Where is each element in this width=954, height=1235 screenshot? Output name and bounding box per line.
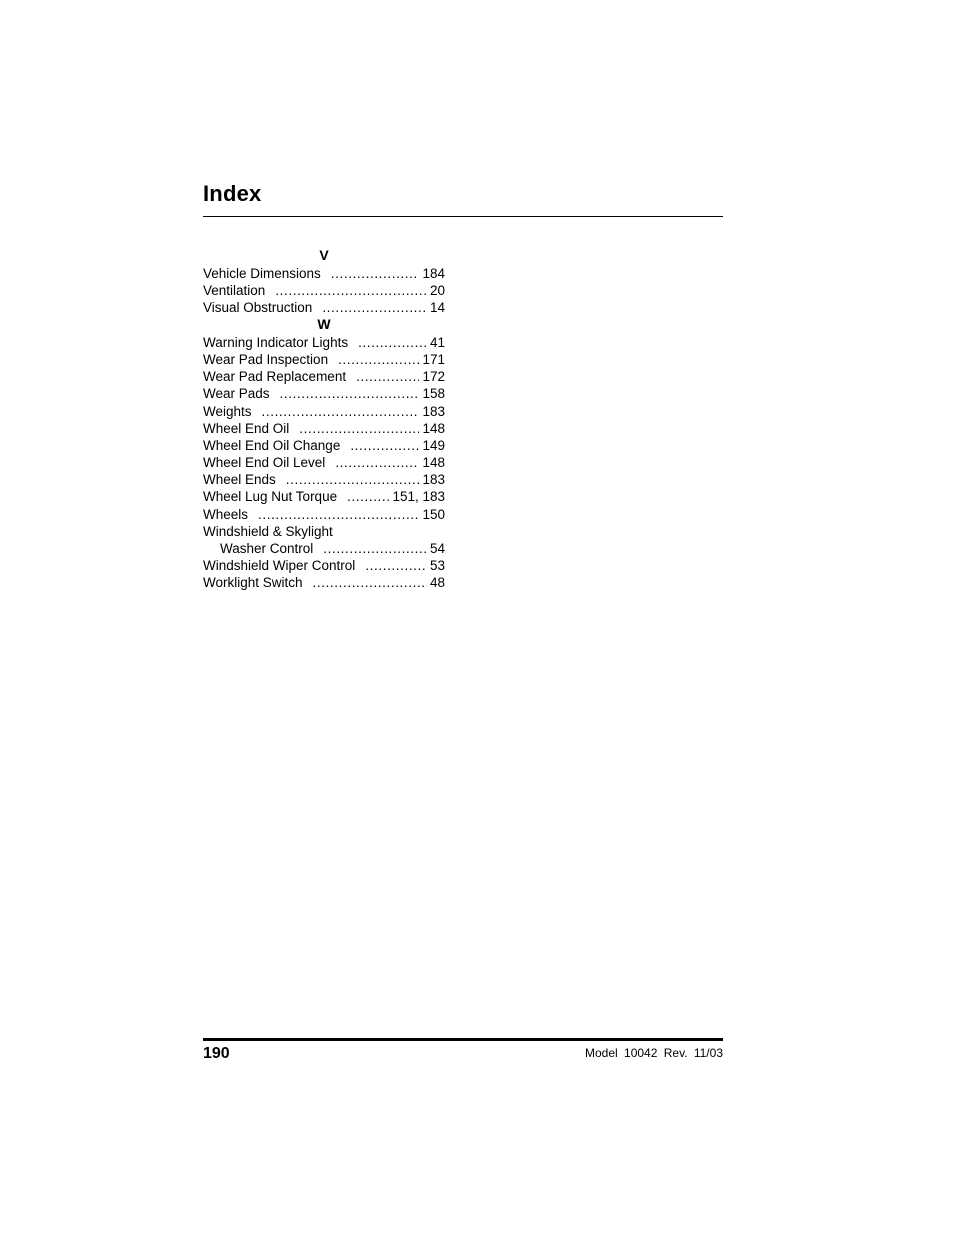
entry-term: Wheel Lug Nut Torque	[203, 489, 338, 505]
entry-page: 48	[429, 575, 445, 591]
entry-page: 14	[429, 299, 445, 315]
model-revision-info: Model 10042 Rev. 11/03	[585, 1046, 723, 1060]
dot-leader	[338, 351, 419, 368]
entry-page: 148	[422, 455, 445, 471]
index-entry	[203, 540, 445, 557]
index-entry	[203, 385, 445, 402]
entry-term: Wear Pads	[203, 386, 270, 402]
dot-leader	[313, 574, 427, 591]
section-letter-w: W	[317, 316, 331, 333]
index-entry	[203, 334, 445, 351]
index-entry	[203, 351, 445, 368]
entry-page: 53	[429, 558, 445, 574]
entry-page: 183	[422, 403, 445, 419]
title-divider	[203, 216, 723, 217]
dot-leader	[323, 540, 427, 557]
dot-leader	[331, 265, 420, 282]
dot-leader	[275, 282, 427, 299]
index-entry	[203, 420, 445, 437]
entry-page: 151, 183	[392, 489, 445, 505]
index-entry	[203, 437, 445, 454]
entry-page: 183	[422, 472, 445, 488]
entry-term: Worklight Switch	[203, 575, 303, 591]
entry-term: Wheel End Oil Level	[203, 455, 326, 471]
index-entry	[203, 282, 445, 299]
dot-leader	[322, 299, 427, 316]
entry-term: Wheel End Oil	[203, 420, 290, 436]
entry-page: 20	[429, 282, 445, 298]
dot-leader	[286, 471, 420, 488]
index-entry	[203, 265, 445, 282]
dot-leader	[258, 506, 419, 523]
entry-term: Vehicle Dimensions	[203, 265, 321, 281]
entry-page: 41	[429, 334, 445, 350]
page-title: Index	[203, 181, 262, 206]
index-entry	[203, 368, 445, 385]
dot-leader	[347, 488, 389, 505]
entry-term: Wear Pad Inspection	[203, 351, 329, 367]
entry-term: Wheel Ends	[203, 472, 276, 488]
entry-term: Visual Obstruction	[203, 299, 313, 315]
entry-page: 184	[422, 265, 445, 281]
entry-term: Wheel End Oil Change	[203, 437, 341, 453]
entry-page: 148	[422, 420, 445, 436]
dot-leader	[356, 368, 419, 385]
entry-term: Ventilation	[203, 282, 266, 298]
entry-subterm: Washer Control	[220, 541, 314, 556]
index-entry	[203, 299, 445, 316]
entry-page: 171	[422, 351, 445, 367]
index-column	[203, 247, 445, 592]
entry-term: Windshield Wiper Control	[203, 558, 356, 574]
index-entry	[203, 488, 445, 505]
dot-leader	[262, 403, 420, 420]
dot-leader	[280, 385, 420, 402]
index-entry	[203, 454, 445, 471]
dot-leader	[335, 454, 419, 471]
entry-page: 149	[422, 437, 445, 453]
entry-term: Windshield & Skylight	[203, 523, 333, 539]
dot-leader	[299, 420, 419, 437]
entry-page: 54	[429, 541, 445, 556]
dot-leader	[358, 334, 427, 351]
entry-page: 150	[422, 506, 445, 522]
dot-leader	[365, 557, 427, 574]
page-number: 190	[203, 1045, 230, 1062]
index-entry	[203, 471, 445, 488]
entry-term: Warning Indicator Lights	[203, 334, 349, 350]
entry-page: 172	[422, 369, 445, 385]
index-entry	[203, 574, 445, 591]
footer-divider	[203, 1038, 723, 1041]
entry-term: Weights	[203, 403, 252, 419]
entry-page: 158	[422, 386, 445, 402]
index-entry	[203, 557, 445, 574]
section-letter-v: V	[319, 247, 329, 263]
entry-term: Wear Pad Replacement	[203, 369, 347, 385]
index-entry	[203, 403, 445, 420]
index-entry	[203, 506, 445, 523]
dot-leader	[350, 437, 419, 454]
entry-term: Wheels	[203, 506, 249, 522]
